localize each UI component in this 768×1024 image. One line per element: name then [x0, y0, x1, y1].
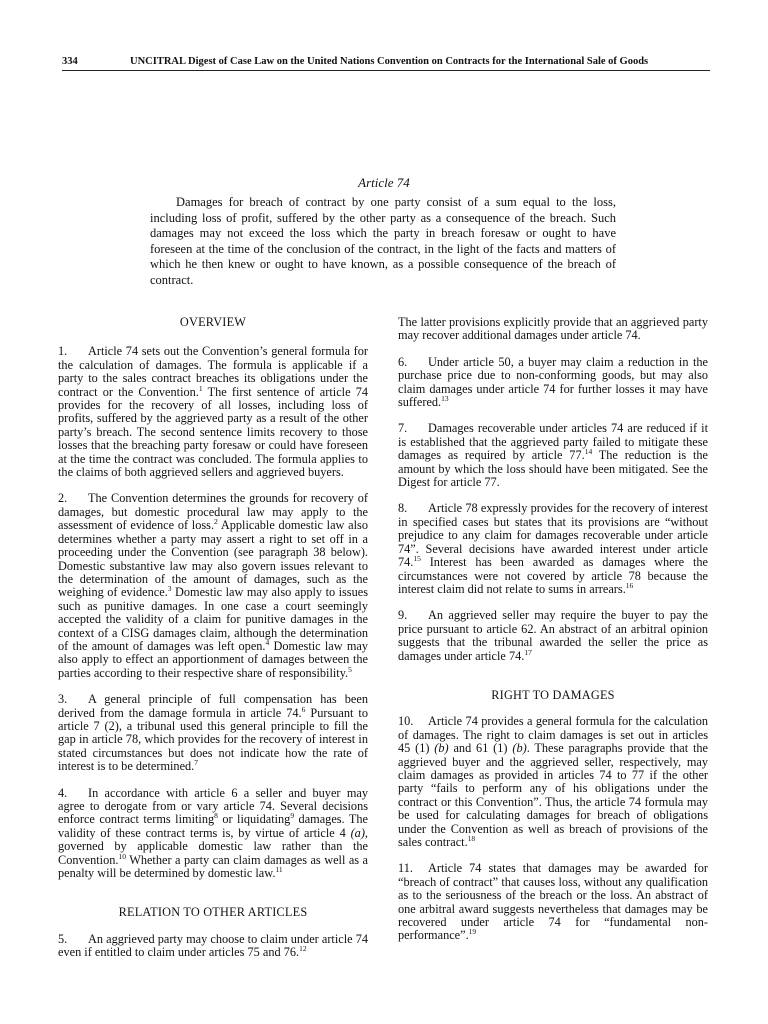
- paragraph-text: Article 74 states that damages may be awarded for “breach of contract” that causes loss, without any qualification as to the seriousness of the breach or the loss. An abstract of one arbitral award suggests nevertheless that damages may be recovered under article 74 for “fundamental non-performance”.: [398, 861, 708, 943]
- footnote-ref: 3: [167, 584, 172, 594]
- paragraph-5-continued: The latter provisions explicitly provide that an aggrieved party may recover additional damages under article 74.: [398, 315, 708, 343]
- footnote-ref: 4: [265, 637, 270, 647]
- paragraph-text: The Convention determines the grounds for recovery of damages, but domestic procedural law may apply to the assessment of evidence of loss.: [58, 491, 368, 533]
- footnote-ref: 1: [198, 383, 203, 393]
- heading-relation: RELATION TO OTHER ARTICLES: [118, 905, 308, 920]
- paragraph-number: 2.: [58, 491, 68, 506]
- footnote-ref: 11: [275, 864, 283, 874]
- right-column: [398, 316, 708, 956]
- heading-right-to-damages: RIGHT TO DAMAGES: [491, 687, 615, 702]
- article-text-block: [150, 195, 616, 289]
- paragraph-text: An aggrieved party may choose to claim under article 74 even if entitled to claim under articles 75 and 76.: [58, 931, 368, 960]
- article-text: Damages for breach of contract by one party consist of a sum equal to the loss, including loss of profit, suffered by the other party as a consequence of the breach. Such damages may not exceed the loss which the party in breach foresaw or ought to have foreseen at the time of the conclusion of the contract, in the light of the facts and matters of which he then knew or ought to have known, as a possible consequence of the breach of contract.: [150, 195, 616, 287]
- header-title: UNCITRAL Digest of Case Law on the United Nations Convention on Contracts for the International Sale of Goods: [130, 56, 649, 67]
- paragraph-number: 9.: [398, 608, 408, 623]
- paragraph-text: Article 78 expressly provides for the recovery of interest in specified cases but states that its provisions are “without prejudice to any claim for damages recoverable under article 74”. Several decisions have awarded interest under article 74.: [398, 501, 708, 570]
- paragraph-text: (b): [434, 741, 449, 756]
- paragraph-text: In accordance with article 6 a seller and buyer may agree to derogate from or vary article 74. Several decisions enforce contract terms limiting: [58, 785, 368, 827]
- paragraph-text: A general principle of full compensation has been derived from the damage formula in article 74.: [58, 692, 368, 720]
- paragraph-text: Article 74 provides a general formula for the calculation of damages. The right to claim damages is set out in articles 45 (1): [398, 714, 708, 756]
- paragraph-1: [58, 345, 368, 479]
- footnote-ref: 19: [468, 927, 477, 937]
- footnote-ref: 15: [413, 554, 421, 563]
- footnote-ref: 17: [524, 647, 532, 657]
- paragraph-9: [398, 609, 708, 663]
- paragraph-number: 5.: [58, 931, 68, 946]
- paragraph-number: 7.: [398, 421, 408, 436]
- paragraph-5: [58, 933, 368, 960]
- paragraph-text: . These paragraphs provide that the aggrieved buyer and the aggrieved seller, respectively, may claim damages as provided in articles 74 to 77 if the other party “fails to perform any of his obligations under the contract or this Convention”. Thus, the article 74 formula may be used for calculating damages for breach of obligations under the Convention as well as breach of provisions of the sales contract.: [398, 741, 708, 849]
- paragraph-text: Whether a party can claim damages as well as a penalty will be determined by domestic law.: [58, 852, 368, 881]
- paragraph-3: [58, 693, 368, 773]
- paragraph-text: The first sentence of article 74 provides for the recovery of all losses, including loss of profits, suffered by the aggrieved party as a result of the other party’s breach. The second sentence limits recovery to those losses that the breaching party foresaw or could have foreseen at the time the contract was concluded. The formula applies to the claims of both aggrieved sellers and aggrieved buyers.: [58, 384, 368, 480]
- paragraph-number: 6.: [398, 354, 408, 369]
- running-header: [62, 56, 710, 71]
- footnote-ref: 12: [299, 944, 307, 954]
- paragraph-text: Domestic law may also apply to effect an apportionment of damages between the parties according to their respective share of responsibility.: [58, 638, 368, 680]
- paragraph-text: (a): [350, 825, 365, 840]
- paragraph-number: 3.: [58, 692, 68, 707]
- left-column: [58, 316, 368, 973]
- paragraph-text: damages. The validity of these contract terms is, by virtue of article 4: [58, 812, 368, 840]
- paragraph-text: , governed by applicable domestic law rather than the Convention.: [58, 825, 368, 867]
- paragraph-text: The reduction is the amount by which the loss should have been mitigated. See the Digest for article 77.: [398, 448, 708, 490]
- paragraph-text: Under article 50, a buyer may claim a reduction in the purchase price due to non-conforming goods, but may also claim damages under article 74 for further losses it may have suffered.: [398, 354, 708, 410]
- footnote-ref: 10: [118, 851, 126, 861]
- footnote-ref: 5: [348, 664, 352, 674]
- paragraph-4: [58, 787, 368, 881]
- footnote-ref: 13: [441, 393, 449, 403]
- paragraph-6: [398, 356, 708, 410]
- footnote-ref: 7: [194, 758, 199, 768]
- paragraph-2: [58, 492, 368, 680]
- paragraph-number: 4.: [58, 785, 68, 800]
- footnote-ref: 8: [214, 811, 218, 821]
- paragraph-text: Pursuant to article 7 (2), a tribunal used this general principle to fill the gap in article 78, which provides for the recovery of interest in stated circumstances but does not indicate how the rate of interest is to be determined.: [58, 705, 368, 774]
- paragraph-text: Interest has been awarded as damages where the circumstances were not covered by article 78 because the interest claim did not relate to sums in arrears.: [398, 555, 708, 596]
- paragraph-text: (b): [512, 741, 527, 756]
- paragraph-number: 11.: [398, 861, 413, 876]
- paragraph-10: [398, 715, 708, 849]
- footnote-ref: 2: [214, 517, 218, 527]
- paragraph-text: Applicable domestic law also determines whether a party may assert a right to set off in a proceeding under the Convention (see paragraph 38 below). Domestic substantive law may also govern issues relevant to the determination of the amount of damages, such as the weighing of evidence.: [58, 518, 368, 600]
- paragraph-text: Article 74 sets out the Convention’s general formula for the calculation of damages. The formula is applicable if a party to the sales contract breaches its obligations under the contract or the Convention.: [58, 344, 368, 399]
- footnote-ref: 14: [584, 447, 593, 457]
- paragraph-number: 8.: [398, 501, 408, 516]
- paragraph-text: Domestic law may also apply to issues such as punitive damages. In one case a court seemingly accepted the validity of a claim for punitive damages in the context of a CISG damages claim, although the determination of the amount of damages was left open.: [58, 585, 368, 653]
- paragraph-11: [398, 862, 708, 942]
- footnote-ref: 6: [301, 704, 306, 714]
- footnote-ref: 18: [467, 833, 476, 843]
- paragraph-text: Damages recoverable under articles 74 are reduced if it is established that the aggrieved party failed to mitigate these damages as required by article 77.: [398, 421, 708, 463]
- article-title: Article 74: [358, 175, 410, 190]
- page-number: 334: [62, 56, 78, 67]
- paragraph-text: and 61 (1): [448, 741, 513, 756]
- paragraph-number: 10.: [398, 714, 414, 729]
- paragraph-text: or liquidating: [217, 812, 291, 827]
- footnote-ref: 16: [625, 580, 634, 590]
- paragraph-8: [398, 502, 708, 596]
- footnote-ref: 9: [290, 811, 295, 821]
- paragraph-text: An aggrieved seller may require the buyer to pay the price pursuant to article 62. An abstract of an arbitral opinion suggests that the tribunal awarded the seller the price as damages under article 74.: [398, 608, 708, 663]
- paragraph-7: [398, 422, 708, 489]
- paragraph-number: 1.: [58, 344, 68, 359]
- heading-overview: OVERVIEW: [179, 315, 247, 329]
